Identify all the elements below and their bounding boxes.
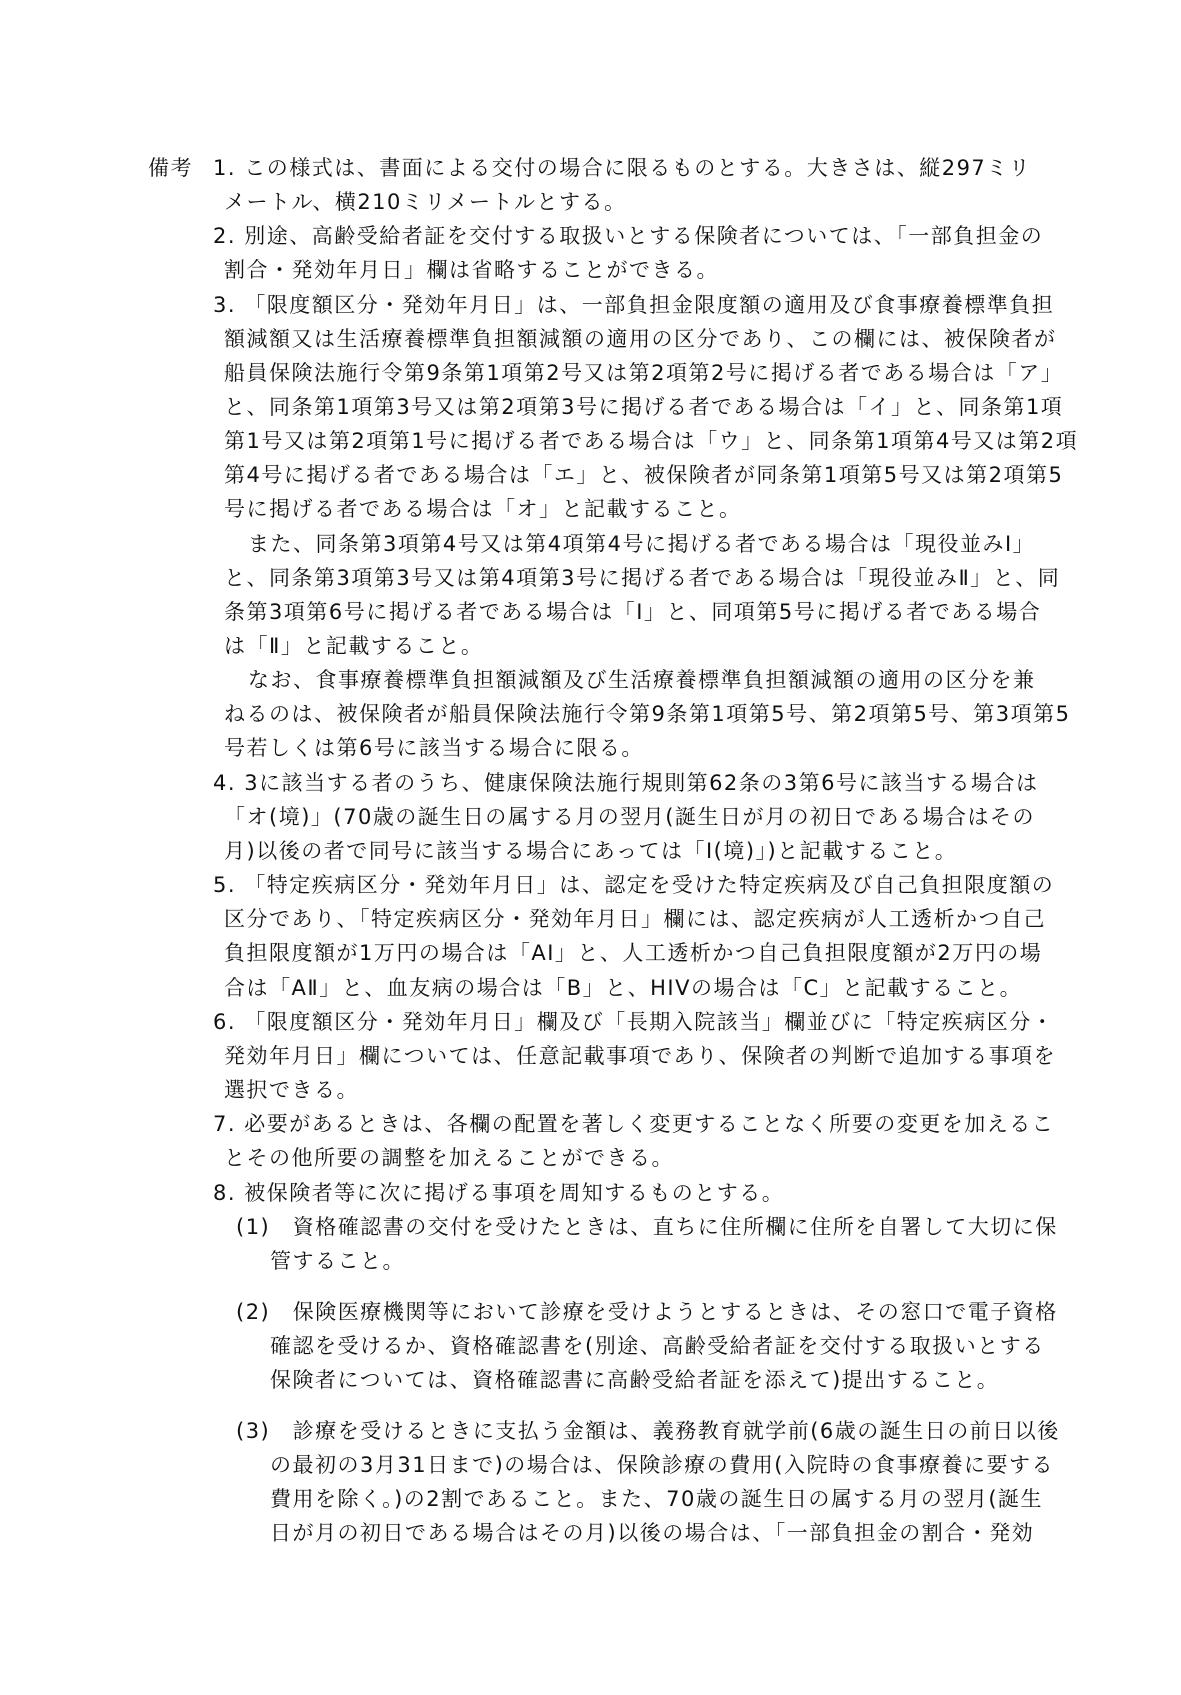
remark-line: 6. 「限度額区分・発効年月日」欄及び「長期入院該当」欄並びに「特定疾病区分・ xyxy=(213,1010,1055,1034)
remark-subitem-line: (2) 保険医療機関等において診療を受けようとするときは、その窓口で電子資格 xyxy=(236,1300,1058,1324)
remark-line: と、同条第3項第3号又は第4項第3号に掲げる者である場合は「現役並みⅡ」と、同 xyxy=(224,566,1061,590)
remark-line: 選択できる。 xyxy=(224,1078,359,1102)
remark-line: 「オ(境)」(70歳の誕生日の属する月の翌月(誕生日が月の初日である場合はその xyxy=(224,805,1035,829)
remark-line: 5. 「特定疾病区分・発効年月日」は、認定を受けた特定疾病及び自己負担限度額の xyxy=(213,873,1055,897)
remark-subitem-line: 費用を除く。)の2割であること。また、70歳の誕生日の属する月の翌月(誕生 xyxy=(270,1487,1044,1511)
remark-line: なお、食事療養標準負担額減額及び生活療養標準負担額減額の適用の区分を兼 xyxy=(248,668,1036,692)
remark-line: また、同条第3項第4号又は第4項第4号に掲げる者である場合は「現役並みⅠ」 xyxy=(248,532,1036,556)
remark-subitem-line: 日が月の初日である場合はその月)以後の場合は、「一部負担金の割合・発効 xyxy=(270,1521,1035,1545)
remark-line: とその他所要の調整を加えることができる。 xyxy=(224,1146,674,1170)
remark-line: ねるのは、被保険者が船員保険法施行令第9条第1項第5号、第2項第5号、第3項第5 xyxy=(224,702,1071,726)
remark-line: 区分であり、「特定疾病区分・発効年月日」欄には、認定疾病が人工透析かつ自己 xyxy=(224,907,1046,931)
remark-subitem-line: (3) 診療を受けるときに支払う金額は、義務教育就学前(6歳の誕生日の前日以後 xyxy=(236,1419,1060,1443)
remark-subitem-line: 確認を受けるか、資格確認書を(別途、高齢受給者証を交付する取扱いとする xyxy=(270,1334,1045,1358)
remark-line: 3. 「限度額区分・発効年月日」は、一部負担金限度額の適用及び食事療養標準負担 xyxy=(213,293,1055,317)
remark-line: メートル、横210ミリメートルとする。 xyxy=(224,190,627,214)
remark-line: 合は「AⅡ」と、血友病の場合は「B」と、HIVの場合は「C」と記載すること。 xyxy=(224,976,1023,1000)
remark-line: 8. 被保険者等に次に掲げる事項を周知するものとする。 xyxy=(213,1181,785,1205)
remark-line: 7. 必要があるときは、各欄の配置を著しく変更することなく所要の変更を加えるこ xyxy=(213,1112,1055,1136)
remark-line: 第1号又は第2項第1号に掲げる者である場合は「ウ」と、同条第1項第4号又は第2項 xyxy=(224,429,1079,453)
remark-line: 割合・発効年月日」欄は省略することができる。 xyxy=(224,258,719,282)
remark-line: 号に掲げる者である場合は「オ」と記載すること。 xyxy=(224,497,742,521)
remark-line: 条第3項第6号に掲げる者である場合は「Ⅰ」と、同項第5号に掲げる者である場合 xyxy=(224,600,1042,624)
remark-line: 号若しくは第6号に該当する場合に限る。 xyxy=(224,736,644,760)
remark-line: 発効年月日」欄については、任意記載事項であり、保険者の判断で追加する事項を xyxy=(224,1044,1057,1068)
remark-subitem-line: の最初の3月31日まで)の場合は、保険診療の費用(入院時の食事療養に要する xyxy=(270,1453,1054,1477)
remark-subitem-line: 管すること。 xyxy=(270,1249,405,1273)
remark-line: 4. 3に該当する者のうち、健康保険法施行規則第62条の3第6号に該当する場合は xyxy=(213,771,1039,795)
remark-line: と、同条第1項第3号又は第2項第3号に掲げる者である場合は「イ」と、同条第1項 xyxy=(224,395,1064,419)
remark-line: 船員保険法施行令第9条第1項第2号又は第2項第2号に掲げる者である場合は「ア」 xyxy=(224,361,1064,385)
remark-line: 月)以後の者で同号に該当する場合にあっては「Ⅰ(境)」)と記載すること。 xyxy=(224,839,958,863)
remark-line: は「Ⅱ」と記載すること。 xyxy=(224,634,484,658)
remark-subitem-line: (1) 資格確認書の交付を受けたときは、直ちに住所欄に住所を自署して大切に保 xyxy=(236,1215,1058,1239)
remark-line: 第4号に掲げる者である場合は「エ」と、被保険者が同条第1項第5号又は第2項第5 xyxy=(224,463,1064,487)
remark-line: 負担限度額が1万円の場合は「AⅠ」と、人工透析かつ自己負担限度額が2万円の場 xyxy=(224,941,1043,965)
remark-subitem-line: 保険者については、資格確認書に高齢受給者証を添えて)提出すること。 xyxy=(270,1368,1000,1392)
remarks-label: 備考 xyxy=(148,156,193,180)
remark-line: 2. 別途、高齢受給者証を交付する取扱いとする保険者については、「一部負担金の xyxy=(213,224,1044,248)
remark-line: 1. この様式は、書面による交付の場合に限るものとする。大きさは、縦297ミリ xyxy=(213,156,1032,180)
remark-line: 額減額又は生活療養標準負担額減額の適用の区分であり、この欄には、被保険者が xyxy=(224,327,1057,351)
